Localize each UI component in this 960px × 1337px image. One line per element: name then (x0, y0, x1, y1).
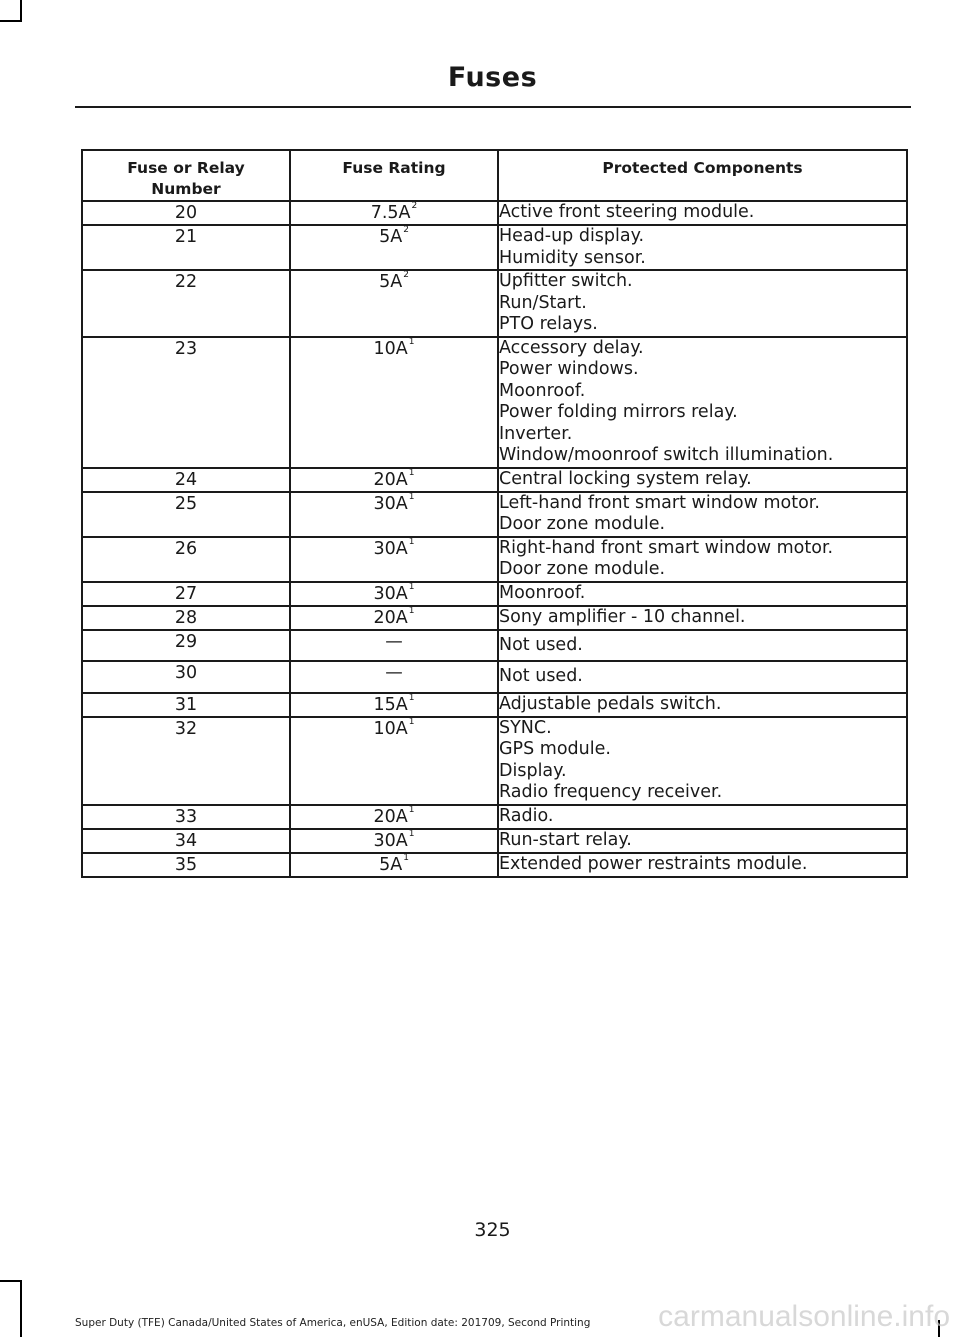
fuse-rating-value: — (385, 663, 403, 683)
fuse-rating-value: 30A (373, 538, 408, 559)
fuse-rating-cell (290, 201, 498, 225)
column-header-number: Fuse or Relay Number (82, 150, 290, 201)
fuse-rating-value: 20A (373, 607, 408, 628)
fuse-rating-cell (290, 225, 498, 270)
protected-components-cell (498, 201, 907, 225)
fuse-rating-value: 15A (373, 694, 408, 715)
fuse-number-cell: 20 (82, 201, 290, 225)
component-line: Sony amplifier - 10 channel. (499, 606, 746, 627)
fuse-rating-value: 10A (373, 338, 408, 359)
fuse-rating-cell (290, 717, 498, 805)
protected-components-cell (498, 492, 907, 537)
table-row (82, 630, 907, 662)
component-line: GPS module. (499, 739, 611, 759)
component-line: Moonroof. (499, 380, 586, 401)
component-line: Window/moonroof switch illumination. (499, 445, 834, 465)
fuse-rating-cell (290, 270, 498, 337)
fuse-rating-value: 5A (379, 227, 403, 247)
fuse-number-cell: 21 (82, 225, 290, 270)
protected-components-cell (498, 805, 907, 829)
fuse-rating-cell (290, 537, 498, 582)
fuse-number-cell: 27 (82, 582, 290, 606)
fuse-number-cell: 30 (82, 661, 290, 693)
fuse-rating-value: 10A (373, 718, 408, 739)
component-line: PTO relays. (499, 314, 598, 334)
fuse-rating-cell (290, 693, 498, 717)
page-number: 325 (474, 1219, 511, 1241)
footer-edition-text: Super Duty (TFE) Canada/United States of America, enUSA, Edition date: 201709, Second Printing (75, 1317, 591, 1329)
fuse-number-cell: 35 (82, 853, 290, 877)
component-line: Right-hand front smart window motor. (499, 537, 834, 558)
fuse-rating-cell (290, 582, 498, 606)
fuse-rating-value: 5A (379, 854, 403, 875)
fuse-rating-cell (290, 337, 498, 468)
footnote-marker: 1 (408, 336, 415, 347)
table-row (82, 492, 907, 537)
component-line: Power folding mirrors relay. (499, 402, 738, 422)
fuse-number-cell: 23 (82, 337, 290, 468)
component-line: Central locking system relay. (499, 468, 752, 489)
table-row (82, 853, 907, 877)
protected-components-cell (498, 582, 907, 606)
component-line: Radio. (499, 805, 554, 826)
fuse-number-cell: 24 (82, 468, 290, 492)
table-row (82, 661, 907, 693)
fuse-table-body (82, 201, 907, 877)
table-row (82, 805, 907, 829)
table-row (82, 337, 907, 468)
protected-components-cell (498, 630, 907, 662)
fuse-rating-cell (290, 468, 498, 492)
component-line: Moonroof. (499, 582, 586, 603)
protected-components-cell (498, 717, 907, 805)
protected-components-cell (498, 693, 907, 717)
component-line: SYNC. (499, 717, 552, 738)
fuse-number-cell: 26 (82, 537, 290, 582)
component-line: Door zone module. (499, 514, 666, 534)
footnote-marker: 1 (408, 828, 415, 839)
footnote-marker: 1 (403, 852, 409, 863)
protected-components-cell (498, 853, 907, 877)
footnote-marker: 1 (408, 804, 415, 815)
footnote-marker: 2 (403, 270, 409, 281)
fuse-number-cell: 34 (82, 829, 290, 853)
fuse-rating-value: 30A (373, 493, 408, 514)
fuse-rating-cell (290, 829, 498, 853)
fuse-rating-cell (290, 630, 498, 662)
component-line: Head-up display. (499, 226, 645, 246)
protected-components-cell (498, 468, 907, 492)
protected-components-cell (498, 270, 907, 337)
fuse-number-cell: 33 (82, 805, 290, 829)
table-row (82, 201, 907, 225)
fuse-number-cell: 29 (82, 630, 290, 662)
footnote-marker: 1 (408, 536, 415, 547)
fuse-rating-cell (290, 492, 498, 537)
component-line: Adjustable pedals switch. (499, 693, 722, 714)
fuse-rating-cell (290, 805, 498, 829)
table-row (82, 693, 907, 717)
component-line: Display. (499, 760, 567, 781)
fuse-rating-cell (290, 606, 498, 630)
protected-components-cell (498, 829, 907, 853)
component-line: Active front steering module. (499, 202, 755, 222)
component-line: Left-hand front smart window motor. (499, 492, 820, 513)
footnote-marker: 1 (408, 467, 415, 478)
table-row (82, 582, 907, 606)
footnote-marker: 2 (411, 201, 418, 212)
component-line: Not used. (499, 666, 583, 686)
column-header-components: Protected Components (498, 150, 907, 201)
table-row (82, 270, 907, 337)
fuse-rating-value: 20A (373, 806, 408, 827)
component-line: Door zone module. (499, 559, 666, 579)
fuse-rating-value: 5A (379, 272, 403, 292)
component-line: Not used. (499, 634, 583, 655)
component-line: Humidity sensor. (499, 247, 646, 268)
fuse-number-cell: 31 (82, 693, 290, 717)
table-row (82, 606, 907, 630)
footnote-marker: 1 (408, 581, 415, 592)
fuse-rating-value: 7.5A (370, 203, 411, 223)
fuse-rating-cell (290, 661, 498, 693)
fuse-number-cell: 25 (82, 492, 290, 537)
protected-components-cell (498, 225, 907, 270)
component-line: Upfitter switch. (499, 271, 633, 291)
component-line: Power windows. (499, 359, 639, 379)
fuse-number-cell: 28 (82, 606, 290, 630)
fuse-number-cell: 22 (82, 270, 290, 337)
crop-mark-top-left-v (20, 0, 22, 22)
crop-mark-bottom-left-v (20, 1280, 22, 1337)
fuse-number-cell: 32 (82, 717, 290, 805)
protected-components-cell (498, 661, 907, 693)
table-row (82, 468, 907, 492)
fuse-rating-value: 30A (373, 583, 408, 604)
component-line: Run/Start. (499, 292, 587, 313)
crop-mark-top-left-h (0, 20, 22, 22)
column-header-rating: Fuse Rating (290, 150, 498, 201)
protected-components-cell (498, 606, 907, 630)
footnote-marker: 1 (408, 716, 415, 727)
fuse-rating-value: 30A (373, 830, 408, 851)
fuse-rating-value: — (385, 631, 403, 652)
footnote-marker: 1 (408, 605, 415, 616)
watermark-logo: carmanualsonline.info (658, 1300, 950, 1333)
component-line: Accessory delay. (499, 337, 644, 358)
crop-mark-bottom-left-h (0, 1280, 22, 1282)
fuse-rating-cell (290, 853, 498, 877)
table-row (82, 717, 907, 805)
fuse-rating-value: 20A (373, 469, 408, 490)
table-row (82, 537, 907, 582)
protected-components-cell (498, 337, 907, 468)
component-line: Radio frequency receiver. (499, 782, 723, 802)
footnote-marker: 2 (403, 225, 409, 236)
footnote-marker: 1 (408, 491, 415, 502)
table-row (82, 225, 907, 270)
table-row (82, 829, 907, 853)
component-line: Extended power restraints module. (499, 853, 808, 874)
protected-components-cell (498, 537, 907, 582)
page-title: Fuses (447, 62, 538, 93)
fuse-table (81, 149, 908, 878)
header-divider (75, 106, 911, 108)
component-line: Inverter. (499, 423, 573, 444)
component-line: Run-start relay. (499, 829, 632, 850)
footnote-marker: 1 (408, 692, 415, 703)
table-header-row (82, 150, 907, 201)
